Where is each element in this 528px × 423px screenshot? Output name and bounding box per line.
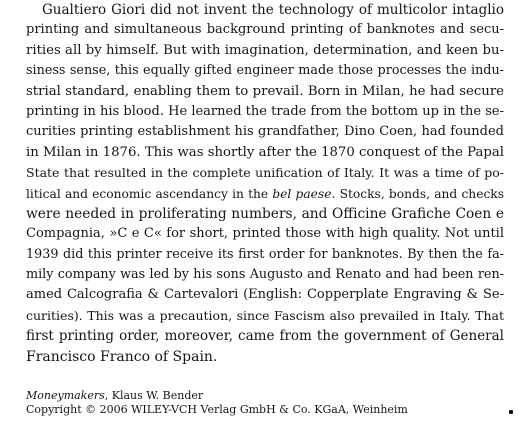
text-line: rities all by himself. But with imagination, determination, and keen bu-	[26, 42, 504, 58]
text-line: curities printing establishment his grandfather, Dino Coen, had founded	[26, 124, 504, 140]
text-line: in Milan in 1876. This was shortly after the 1870 conquest of the Papal	[26, 144, 504, 160]
text-line: amed Calcografia & Cartevalori (English: Copperplate Engraving & Se-	[26, 287, 504, 303]
text-line: Compagnia, »C e C« for short, printed those with high quality. Not until	[26, 226, 504, 242]
text-segment: litical and economic ascendancy in the	[26, 186, 273, 201]
text-line: curities). This was a precaution, since Fascism also prevailed in Italy. That	[26, 307, 504, 323]
text-segment: . Stocks, bonds, and checks	[331, 186, 505, 201]
citation-footer	[26, 389, 504, 417]
italic-phrase: bel paese	[272, 186, 332, 201]
text-line: strial standard, enabling them to prevail. Born in Milan, he had secure	[26, 83, 504, 99]
text-line: first printing order, moreover, came from the government of General	[26, 328, 504, 345]
text-line: 1939 did this printer receive its first order for banknotes. By then the fa-	[26, 246, 504, 262]
text-line: printing and simultaneous background printing of banknotes and secu-	[26, 22, 504, 38]
citation-line	[26, 389, 504, 403]
page-dot-mark	[509, 410, 513, 414]
book-title: Moneymakers	[26, 389, 105, 402]
text-line: State that resulted in the complete unification of Italy. It was a time of po-	[26, 165, 504, 181]
text-line: were needed in proliferating numbers, and Officine Grafiche Coen e	[26, 205, 504, 222]
text-line: mily company was led by his sons Augusto and Renato and had been ren-	[26, 267, 504, 283]
body-paragraph	[26, 0, 504, 367]
text-line: printing in his blood. He learned the trade from the bottom up in the se-	[26, 103, 504, 119]
text-line	[26, 184, 504, 204]
book-author: , Klaus W. Bender	[104, 389, 204, 402]
text-line: Francisco Franco of Spain.	[26, 348, 218, 365]
copyright-line: Copyright © 2006 WILEY-VCH Verlag GmbH & Co. KGaA, Weinheim	[26, 403, 408, 416]
text-line: Gualtiero Giori did not invent the technology of multicolor intaglio	[42, 2, 504, 18]
text-line: siness sense, this equally gifted engineer made those processes the indu-	[26, 63, 504, 79]
